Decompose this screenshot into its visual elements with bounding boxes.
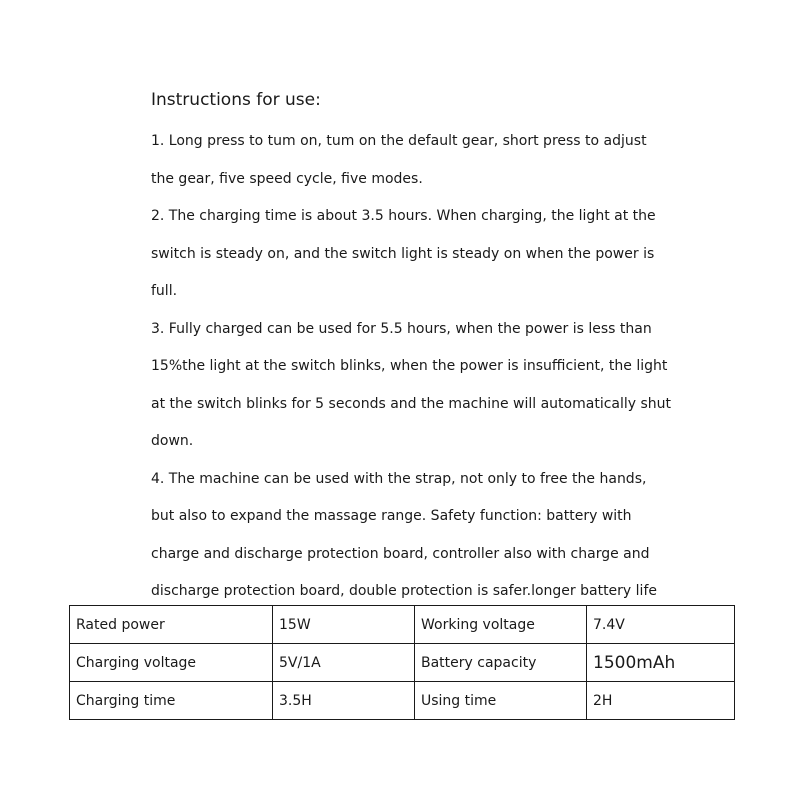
spec-label-using-time: Using time xyxy=(415,682,587,720)
instruction-line: 15%the light at the switch blinks, when the power is insufficient, the light xyxy=(151,358,668,374)
spec-label-charging-voltage: Charging voltage xyxy=(70,644,273,682)
table-row xyxy=(70,606,735,644)
instruction-line: full. xyxy=(151,283,178,299)
instruction-line: 4. The machine can be used with the strap, not only to free the hands, xyxy=(151,470,647,487)
spec-value-charging-time: 3.5H xyxy=(273,682,415,720)
spec-label-battery-capacity: Battery capacity xyxy=(415,644,587,682)
table-row xyxy=(70,682,735,720)
spec-label-working-voltage: Working voltage xyxy=(415,606,587,644)
instruction-line: at the switch blinks for 5 seconds and the machine will automatically shut xyxy=(151,395,672,412)
instruction-line: 2. The charging time is about 3.5 hours. When charging, the light at the xyxy=(151,208,656,224)
instruction-line: but also to expand the massage range. Safety function: battery with xyxy=(151,508,632,524)
spec-value-rated-power: 15W xyxy=(273,606,415,644)
spec-value-working-voltage: 7.4V xyxy=(587,606,735,644)
spec-value-battery-capacity: 1500mAh xyxy=(587,644,735,682)
instruction-line: 1. Long press to tum on, tum on the default gear, short press to adjust xyxy=(151,133,647,149)
spec-table xyxy=(69,605,735,720)
instruction-line: the gear, five speed cycle, five modes. xyxy=(151,170,423,187)
instruction-line: charge and discharge protection board, controller also with charge and xyxy=(151,545,650,562)
spec-label-charging-time: Charging time xyxy=(70,682,273,720)
instruction-line: 3. Fully charged can be used for 5.5 hours, when the power is less than xyxy=(151,320,652,337)
table-row xyxy=(70,644,735,682)
instruction-line: switch is steady on, and the switch light is steady on when the power is xyxy=(151,245,655,262)
instruction-line: discharge protection board, double protection is safer.longer battery life xyxy=(151,583,657,599)
spec-label-rated-power: Rated power xyxy=(70,606,273,644)
instruction-line: down. xyxy=(151,433,194,449)
instructions-section xyxy=(151,86,671,611)
spec-value-charging-voltage: 5V/1A xyxy=(273,644,415,682)
instructions-heading: Instructions for use: xyxy=(151,90,321,110)
spec-value-using-time: 2H xyxy=(587,682,735,720)
